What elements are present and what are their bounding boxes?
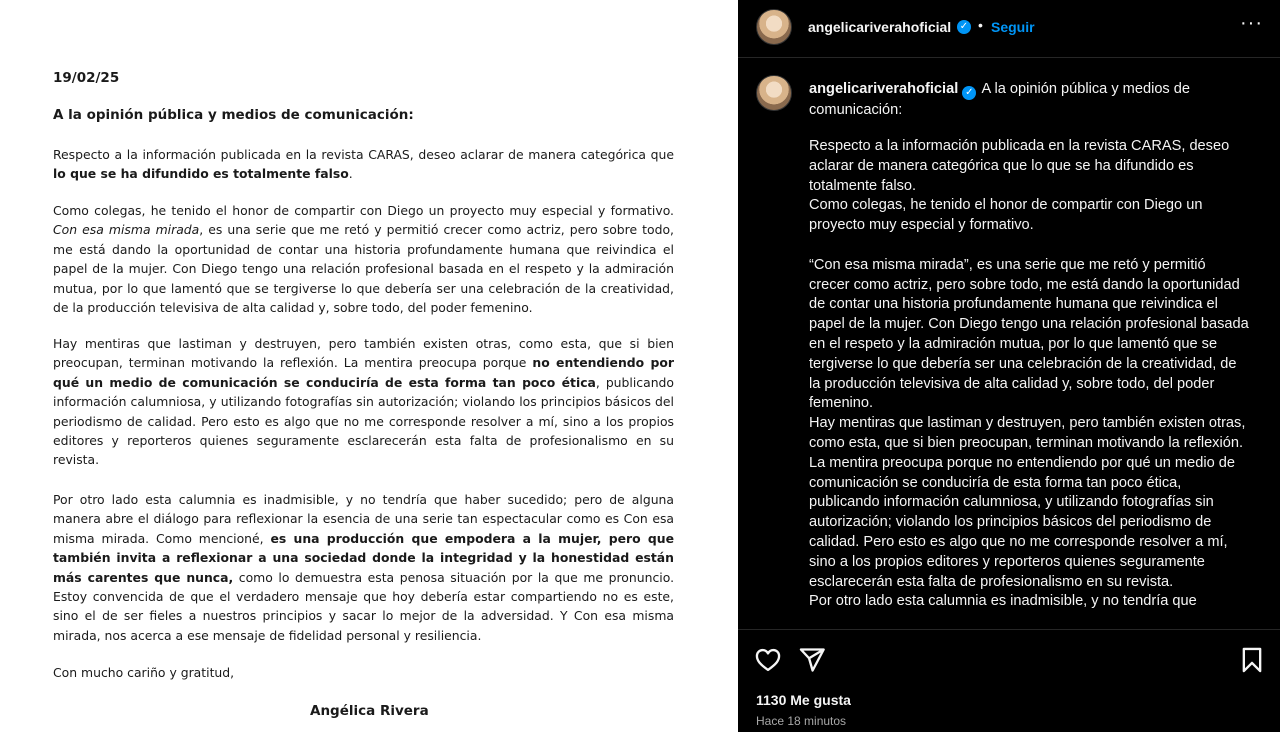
caption-header: [809, 79, 1249, 120]
follow-button[interactable]: Seguir: [991, 19, 1035, 35]
post-header: [738, 0, 1280, 58]
post-actions: [738, 629, 1280, 732]
share-icon[interactable]: [798, 646, 826, 674]
caption-intro: A la opinión pública y medios de comunicación:: [809, 81, 1191, 118]
caption-area[interactable]: [738, 59, 1280, 629]
header-username[interactable]: angelicariverahoficial: [808, 19, 952, 35]
caption-verified-badge-icon: ✓: [962, 86, 976, 100]
caption-text: Respecto a la información publicada en la revista CARAS, deseo aclarar de manera categórica que lo que se ha difundido es totalmente falso. Como colegas, he tenido el honor de compartir con Diego un proyecto muy especial y formativo. “Con esa misma mirada”, es una serie que me retó y permitió crecer como actriz, pero sobre todo, me está dando la oportunidad de contar una historia profundamente humana que reivindica el papel de la mujer. Con Diego tengo una relación profesional basada en el respeto y la admiración mutua, por lo que lamentó que se tergiverse lo que debería ser una celebración de la creatividad, de la producción televisiva de alta calidad y, sobre todo, del poder femenino. Hay mentiras que lastiman y destruyen, pero también existen otras, como esta, que si bien preocupan, terminan motivando la reflexión. La mentira preocupa porque no entendiendo por qué un medio de comunicación se conduciría de esta forma tan poco ética, publicando información calumniosa, y utilizando fotografías sin autorización; violando los principios básicos del periodismo de calidad. Pero esto es algo que no me corresponde resolver a mí, sino a los propios editores y reporteros quienes seguramente esclarecerán esta falta de profesionalismo en su revista. Por otro lado esta calumnia es inadmisible, y no tendría que: [809, 138, 1249, 610]
caption-scrollbar[interactable]: [1276, 59, 1280, 629]
letter-paragraph-4: Por otro lado esta calumnia es inadmisible, y no tendría que haber sucedido; pero de alguna manera abre el diálogo para reflexionar la esencia de una serie tan espectacular como es Con esa misma mirada. Como mencioné, es una producción que empodera a la mujer, pero que también invita a reflexionar a una sociedad donde la integridad y la honestidad están más carentes que nunca, como lo demuestra esta penosa situación por la que me pronuncio. Estoy convencida de que el verdadero mensaje que hoy debería estar compartiendo no es este, sino el de ser fieles a nuestros principios y sacar lo mejor de la adversidad. Y Con esa misma mirada, nos acerca a ese mensaje de fidelidad personal y resiliencia.: [53, 492, 675, 643]
bookmark-icon[interactable]: [1238, 646, 1266, 674]
post-timestamp[interactable]: Hace 18 minutos: [756, 714, 847, 728]
verified-badge-icon: ✓: [957, 20, 971, 34]
more-icon[interactable]: ···: [1240, 12, 1263, 34]
post-panel: [738, 0, 1280, 732]
caption-username[interactable]: angelicariverahoficial: [809, 81, 959, 97]
letter-paragraph-1: Respecto a la información publicada en la revista CARAS, deseo aclarar de manera categórica que lo que se ha difundido es totalmente falso.: [53, 147, 674, 182]
caption-avatar[interactable]: [756, 75, 792, 111]
letter-paragraph-2: Como colegas, he tenido el honor de compartir con Diego un proyecto muy especial y formativo. Con esa misma mirada, es una serie que me retó y permitió crecer como actriz, pero sobre todo, me está dando la oportunidad de contar una historia profundamente humana que reivindica el papel de la mujer. Con Diego tengo una relación profesional basada en el respeto y la admiración mutua, por lo que lamentó que se tergiverse lo que debería ser una celebración de la creatividad, de la producción televisiva de alta calidad y, sobre todo, del poder femenino.: [53, 203, 674, 316]
likes-count[interactable]: 1130 Me gusta: [756, 692, 851, 708]
heart-icon[interactable]: [754, 646, 782, 674]
letter-date: 19/02/25: [53, 70, 120, 86]
letter-closing: Con mucho cariño y gratitud,: [53, 665, 235, 680]
separator-dot: •: [978, 17, 983, 33]
letter-paragraph-3: Hay mentiras que lastiman y destruyen, pero también existen otras, como esta, que si bien preocupan, terminan motivando la reflexión. La mentira preocupa porque no entendiendo por qué un medio de comunicación se conduciría de esta forma tan poco ética, publicando información calumniosa, y utilizando fotografías sin autorización; violando los principios básicos del periodismo de calidad. Pero esto es algo que no me corresponde resolver a mí, sino a los propios editores y reporteros quienes seguramente esclarecerán esta falta de profesionalismo en su revista.: [53, 336, 674, 468]
avatar[interactable]: [756, 9, 792, 45]
letter-salutation: A la opinión pública y medios de comunicación:: [53, 107, 414, 123]
letter-signature: Angélica Rivera: [310, 703, 429, 719]
